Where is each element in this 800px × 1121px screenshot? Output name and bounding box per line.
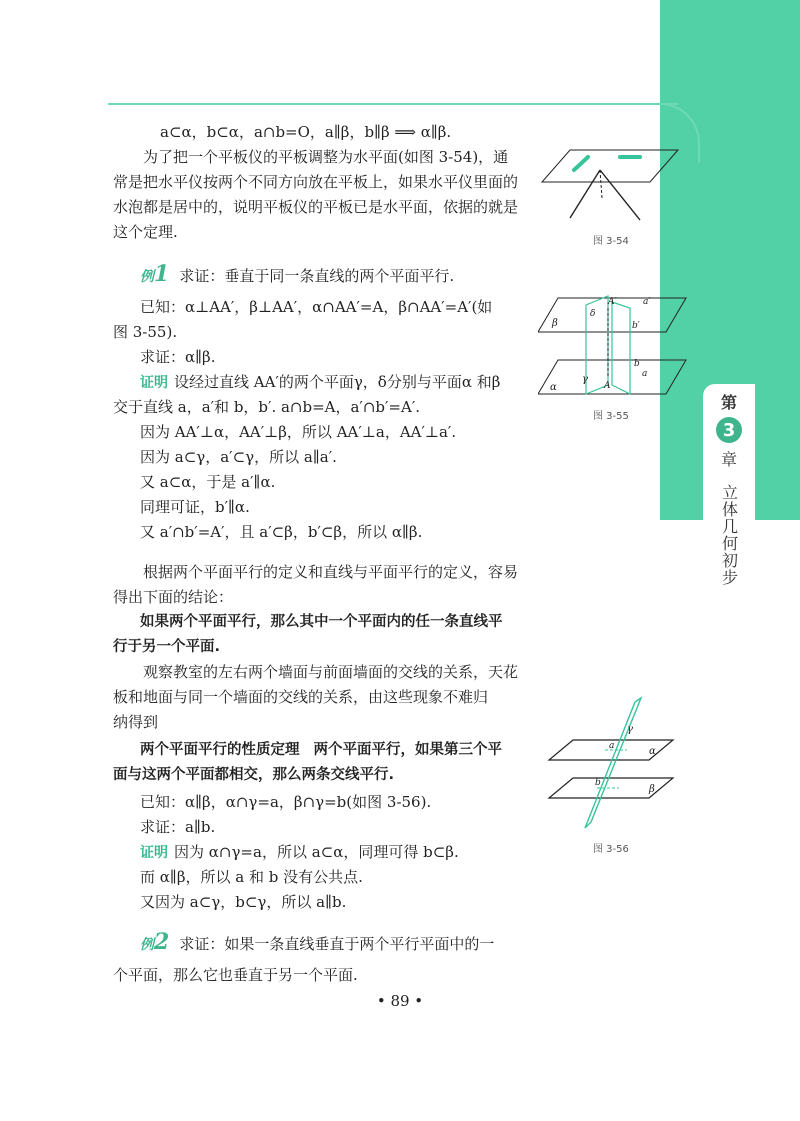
example-1 <box>140 262 454 290</box>
label-delta: δ <box>590 309 596 319</box>
label-alpha: α <box>550 382 557 393</box>
plane-delta <box>612 302 630 394</box>
text-line: 同理可证，b′∥α. <box>140 498 250 516</box>
theorem-cont: 面与这两个平面都相交，那么两条交线平行. <box>113 767 395 783</box>
text-line: 又 a⊂α，于是 a′∥α. <box>140 473 276 491</box>
tripod-leg-hidden <box>600 170 602 198</box>
example-2-text: 求证：如果一条直线垂直于两个平行平面中的一 <box>179 935 495 953</box>
label-beta: β <box>649 784 655 795</box>
proof-line: 证明 因为 α∩γ=a，所以 a⊂α，同理可得 b⊂β. <box>140 843 459 861</box>
label-b: b <box>595 778 601 788</box>
text-line: 个平面，那么它也垂直于另一个平面. <box>113 966 358 984</box>
text-line: 常是把水平仪按两个不同方向放在平板上，如果水平仪里面的 <box>113 173 519 191</box>
example-2 <box>140 930 494 958</box>
text-line: 水泡都是居中的，说明平板仪的平板已是水平面，依据的就是 <box>113 198 519 216</box>
label-beta: β <box>552 318 558 329</box>
label-b-small: b <box>634 359 640 369</box>
example-1-text: 求证：垂直于同一条直线的两个平面平行. <box>179 267 455 285</box>
text-line: 又 a′∩b′=A′，且 a′⊂β，b′⊂β，所以 α∥β. <box>140 523 423 541</box>
text-line: 纳得到 <box>113 713 159 731</box>
label-gamma: γ <box>627 724 633 735</box>
label-b-prime: b′ <box>632 321 640 331</box>
page-number: • 89 • <box>376 992 424 1010</box>
label-A: A <box>604 381 611 391</box>
label-a: a <box>609 741 615 751</box>
text-line: 交于直线 a，a′和 b，b′. a∩b=A，a′∩b′=A′. <box>113 398 420 416</box>
chapter-tab <box>703 384 755 600</box>
text-line: 因为 a⊂γ，a′⊂γ，所以 a∥a′. <box>140 448 337 466</box>
plane-gamma <box>585 698 641 828</box>
example-1-badge: 例1 <box>140 261 170 287</box>
theorem-title: 两个平面平行的性质定理 <box>140 742 300 758</box>
figure-caption: 图 3-54 <box>593 236 629 247</box>
figure-caption: 图 3-56 <box>593 844 629 855</box>
figure-3-56 <box>545 696 675 836</box>
text-line: 为了把一个平板仪的平板调整为水平面(如图 3-54)，通 <box>143 148 509 166</box>
chapter-title: 立体几何初步 <box>719 484 739 586</box>
label-a-prime: A′ <box>608 297 617 307</box>
tripod-leg <box>570 170 600 218</box>
example-2-badge: 例2 <box>140 929 170 955</box>
chapter-number: 3 <box>716 417 742 443</box>
chapter-prefix: 第 <box>720 393 737 412</box>
proof-line: 证明 设经过直线 AA′的两个平面γ，δ分别与平面α 和β <box>140 373 501 391</box>
plane-outline <box>542 150 678 182</box>
proof-label: 证明 <box>140 845 168 861</box>
label-a-prime-small: a′ <box>643 297 651 307</box>
text-line: 又因为 a⊂γ，b⊂γ，所以 a∥b. <box>140 893 347 911</box>
figure-3-54 <box>540 140 680 235</box>
label-a-small: a <box>642 369 648 379</box>
text-line: 而 α∥β，所以 a 和 b 没有公共点. <box>140 868 363 886</box>
figure-3-55 <box>538 290 688 405</box>
text-line: 求证：a∥b. <box>140 818 216 836</box>
text-line: 因为 AA′⊥α，AA′⊥β，所以 AA′⊥a，AA′⊥a′. <box>140 423 457 441</box>
label-alpha: α <box>649 746 656 757</box>
chapter-suffix: 章 <box>720 450 737 469</box>
proof-label: 证明 <box>140 375 168 391</box>
conclusion-bold: 如果两个平面平行，那么其中一个平面内的任一条直线平 <box>140 614 503 630</box>
theorem: 两个平面平行的性质定理 两个平面平行，如果第三个平 <box>140 742 502 758</box>
text-line: 图 3-55). <box>113 323 178 341</box>
text-line: 得出下面的结论： <box>113 588 234 606</box>
text-line: 已知：α⊥AA′，β⊥AA′，α∩AA′=A，β∩AA′=A′(如 <box>140 298 493 316</box>
text-line: 求证：α∥β. <box>140 348 216 366</box>
header-rule <box>108 103 678 105</box>
text-line: 观察教室的左右两个墙面与前面墙面的交线的关系，天花 <box>143 663 519 681</box>
label-gamma: γ <box>582 374 588 385</box>
tripod-leg <box>600 170 640 220</box>
conclusion-bold: 行于另一个平面. <box>113 639 221 655</box>
level-vial-1 <box>574 157 588 170</box>
figure-caption: 图 3-55 <box>593 411 629 422</box>
text-line: a⊂α，b⊂α，a∩b=O，a∥β，b∥β ⟹ α∥β. <box>160 123 452 141</box>
text-line: 这个定理. <box>113 223 178 241</box>
text-line: 根据两个平面平行的定义和直线与平面平行的定义，容易 <box>143 563 519 581</box>
text-line: 已知：α∥β，α∩γ=a，β∩γ=b(如图 3-56). <box>140 793 432 811</box>
text-line: 板和地面与同一个墙面的交线的关系，由这些现象不难归 <box>113 688 489 706</box>
